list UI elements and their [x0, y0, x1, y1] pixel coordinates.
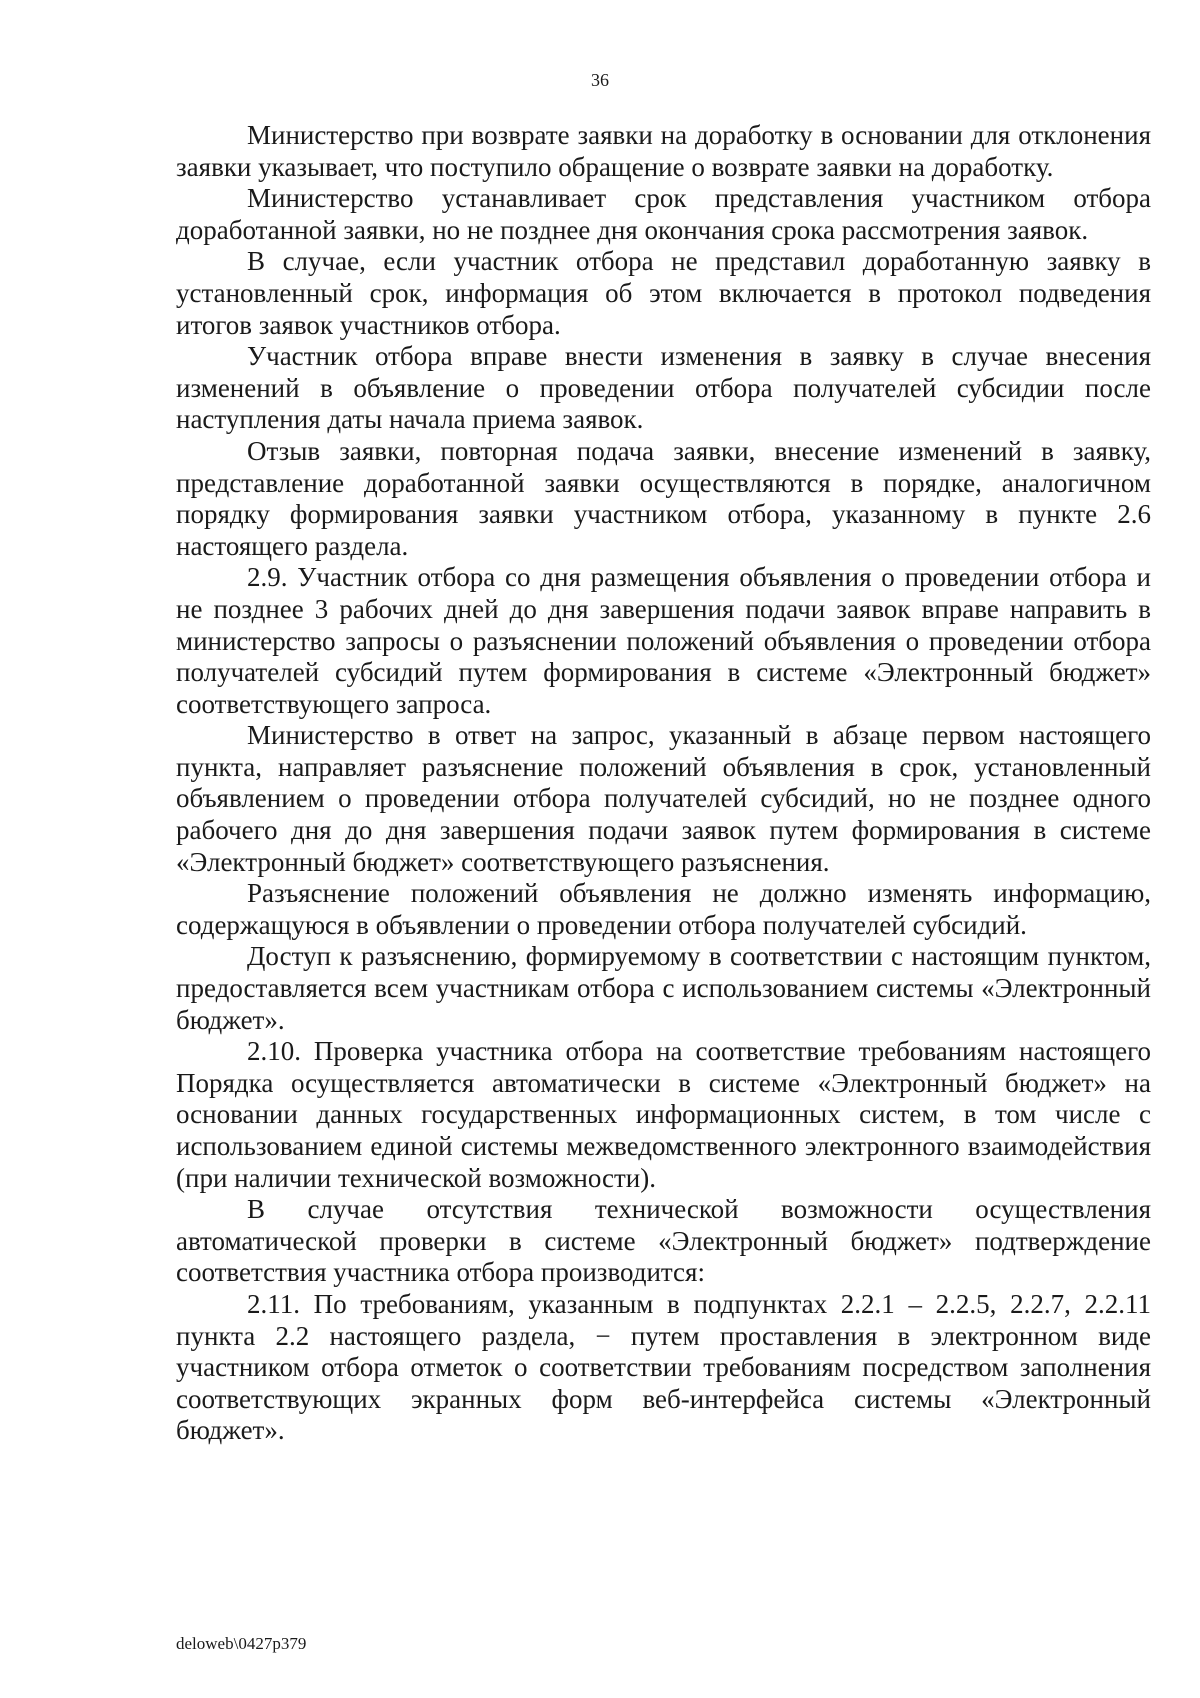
page-number: 36 — [591, 70, 609, 90]
document-footer-code: deloweb\0427p379 — [176, 1634, 307, 1653]
document-body — [176, 120, 1151, 1447]
paragraph-no-technical-possibility: В случае отсутствия технической возможности осуществления автоматической проверки в системе «Электронный бюджет» подтверждение соответствия участника отбора производится: — [176, 1194, 1151, 1288]
paragraph-clause-2-9: 2.9. Участник отбора со дня размещения объявления о проведении отбора и не позднее 3 рабочих дней до дня завершения подачи заявок вправе направить в министерство запросы о разъяснении положений объявления о проведении отбора получателей субсидий путем формирования в системе «Электронный бюджет» соответствующего запроса. — [176, 562, 1151, 719]
paragraph-revision-not-submitted: В случае, если участник отбора не представил доработанную заявку в установленный срок, информация об этом включается в протокол подведения итогов заявок участников отбора. — [176, 246, 1151, 340]
paragraph-clarification-limits: Разъяснение положений объявления не должно изменять информацию, содержащуюся в объявлении о проведении отбора получателей субсидий. — [176, 878, 1151, 940]
paragraph-return-for-revision: Министерство при возврате заявки на доработку в основании для отклонения заявки указывает, что поступило обращение о возврате заявки на доработку. — [176, 120, 1151, 182]
paragraph-clause-2-10: 2.10. Проверка участника отбора на соответствие требованиям настоящего Порядка осуществляется автоматически в системе «Электронный бюджет» на основании данных государственных информационных систем, в том числе с использованием единой системы межведомственного электронного взаимодействия (при наличии технической возможности). — [176, 1036, 1151, 1193]
paragraph-clause-2-11: 2.11. По требованиям, указанным в подпунктах 2.2.1 – 2.2.5, 2.2.7, 2.2.11 пункта 2.2 настоящего раздела, − путем проставления в электронном виде участником отбора отметок о соответствии требованиям посредством заполнения соответствующих экранных форм веб-интерфейса системы «Электронный бюджет». — [176, 1288, 1151, 1446]
paragraph-withdrawal-procedure: Отзыв заявки, повторная подача заявки, внесение изменений в заявку, представление доработанной заявки осуществляются в порядке, аналогичном порядку формирования заявки участником отбора, указанному в пункте 2.6 настоящего раздела. — [176, 435, 1151, 561]
paragraph-application-changes: Участник отбора вправе внести изменения в заявку в случае внесения изменений в объявление о проведении отбора получателей субсидии после наступления даты начала приема заявок. — [176, 341, 1151, 435]
paragraph-ministry-response: Министерство в ответ на запрос, указанный в абзаце первом настоящего пункта, направляет разъяснение положений объявления в срок, установленный объявлением о проведении отбора получателей субсидий, но не позднее одного рабочего дня до дня завершения подачи заявок путем формирования в системе «Электронный бюджет» соответствующего разъяснения. — [176, 720, 1151, 877]
paragraph-clarification-access: Доступ к разъяснению, формируемому в соответствии с настоящим пунктом, предоставляется всем участникам отбора с использованием системы «Электронный бюджет». — [176, 941, 1151, 1035]
paragraph-revision-deadline: Министерство устанавливает срок представления участником отбора доработанной заявки, но не позднее дня окончания срока рассмотрения заявок. — [176, 183, 1151, 245]
